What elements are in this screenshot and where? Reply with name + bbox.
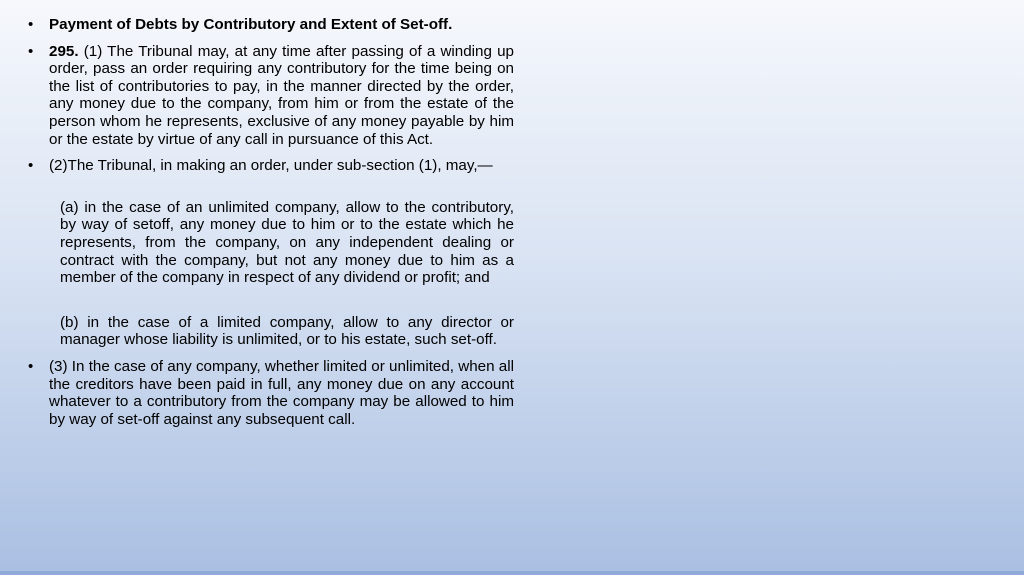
bullet-item-subsection-3 — [28, 358, 514, 428]
slide-content — [28, 16, 514, 437]
bullet-icon: • — [28, 157, 34, 175]
slide-heading: Payment of Debts by Contributory and Extent of Set-off. — [49, 16, 453, 33]
clause-b: (b) in the case of a limited company, allow to any director or manager whose liability is unlimited, or to his estate, such set-off. — [60, 313, 514, 349]
section-295-paragraph — [49, 43, 514, 149]
subsection-2-intro: (2)The Tribunal, in making an order, under sub-section (1), may,— — [49, 157, 493, 175]
section-295-text: (1) The Tribunal may, at any time after passing of a winding up order, pass an order requiring any contributory for the time being on the list of contributories to pay, in the manner directed by the order, any money due to the company, from him or from the estate of the person whom he represents, exclusive of any money payable by him or the estate by virtue of any call in pursuance of this Act. — [49, 42, 514, 148]
bullet-icon: • — [28, 357, 34, 375]
bullet-icon: • — [28, 42, 34, 60]
bullet-item-section-295 — [28, 43, 514, 149]
clause-a: (a) in the case of an unlimited company, allow to the contributory, by way of setoff, any money due to him or to the estate which he represents, from the company, on any independent dealing or contract with the company, but not any money due to him as a member of the company in respect of any dividend or profit; and — [60, 198, 514, 287]
bottom-divider — [0, 571, 1024, 575]
bullet-icon: • — [28, 16, 34, 33]
section-number: 295. — [49, 42, 79, 60]
bullet-item-heading — [28, 16, 514, 34]
bullet-item-subsection-2 — [28, 157, 514, 175]
subsection-3-text: (3) In the case of any company, whether limited or unlimited, when all the creditors have been paid in full, any money due on any account whatever to a contributory from the company may be allowed to him by way of set-off against any subsequent call. — [49, 357, 514, 428]
